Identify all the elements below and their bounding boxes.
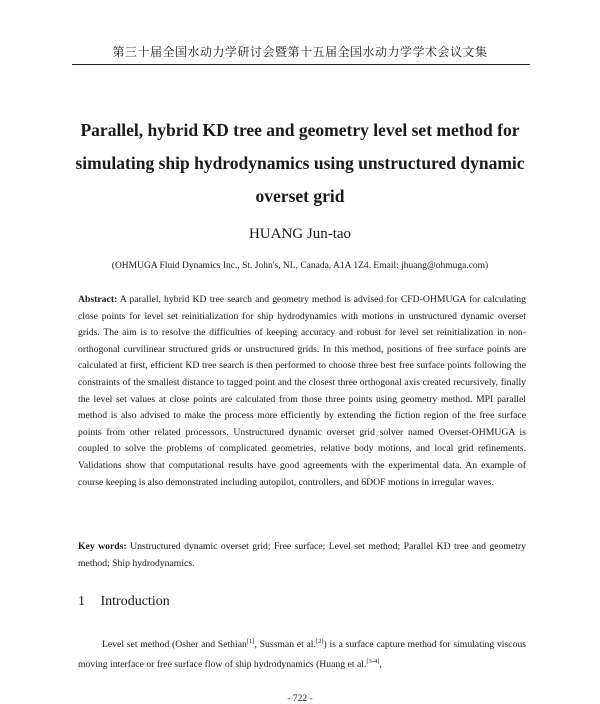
abstract-text: A parallel, hybrid KD tree search and geometry method is advised for CFD-OHMUGA for calculating close points for level set reinitialization for ship hydrodynamics with motions in unstructured dynamic overset grids. The aim is to resolve the difficulties of keeping accuracy and robust for level set reinitialization in non-orthogonal curvilinear structured grids or unstructured grids. In this method, positions of free surface points are calculated at first, efficient KD tree search is then performed to choose three best free surface points following the constraints of the smallest distance to tagged point and the closest three orthogonal axis created recursively, finally the level set values at close points are calculated from those three points using geometry method. MPI parallel method is also advised to make the process more efficiently by extending the fiction region of the free surface points from other related processors. Unstructured dynamic overset grid solver named Overset-OHMUGA is coupled to solve the problems of complicated geometries, relative body motions, and local grid refinements. Validations show that computational results have good agreements with the experimental data. An example of course keeping is also demonstrated including autopilot, controllers, and 6DOF motions in irregular waves. — [78, 294, 526, 488]
intro-text-3: ) is a surface capture method for simulating viscous moving interface or free surface flow of ship hydrodynamics (Huang et al. — [78, 639, 527, 671]
paper-title: Parallel, hybrid KD tree and geometry level set method for simulating ship hydrodynamics using unstructured dynamic overset grid — [75, 120, 525, 206]
citation-1: [1] — [246, 638, 255, 645]
section-number: 1 — [78, 594, 85, 609]
intro-text-1: Level set method (Osher and Sethian — [102, 639, 247, 651]
intro-text-4: , — [379, 659, 382, 671]
keywords-text: Unstructured dynamic overset grid; Free surface; Level set method; Parallel KD tree and geometry method; Ship hydrodynamics. — [78, 541, 527, 569]
citation-3: [3-4] — [366, 657, 380, 665]
header-rule — [72, 64, 530, 65]
intro-text-2: , Sussman et al. — [254, 639, 316, 651]
page-number: - 722 - — [287, 694, 313, 704]
abstract — [78, 292, 526, 491]
affiliation: (OHMUGA Fluid Dynamics Inc., St. John's, NL, Canada, A1A 1Z4. Email: jhuang@ohmuga.com) — [111, 261, 489, 271]
section-heading — [78, 594, 170, 610]
citation-2: [2] — [315, 638, 324, 645]
keywords — [78, 539, 526, 572]
abstract-label: Abstract: — [78, 294, 118, 305]
running-head: 第三十届全国水动力学研讨会暨第十五届全国水动力学学术会议文集 — [112, 45, 488, 59]
keywords-label: Key words: — [78, 541, 127, 552]
author-name: HUANG Jun-tao — [248, 226, 352, 242]
section-title: Introduction — [100, 594, 170, 609]
intro-paragraph — [78, 634, 526, 674]
